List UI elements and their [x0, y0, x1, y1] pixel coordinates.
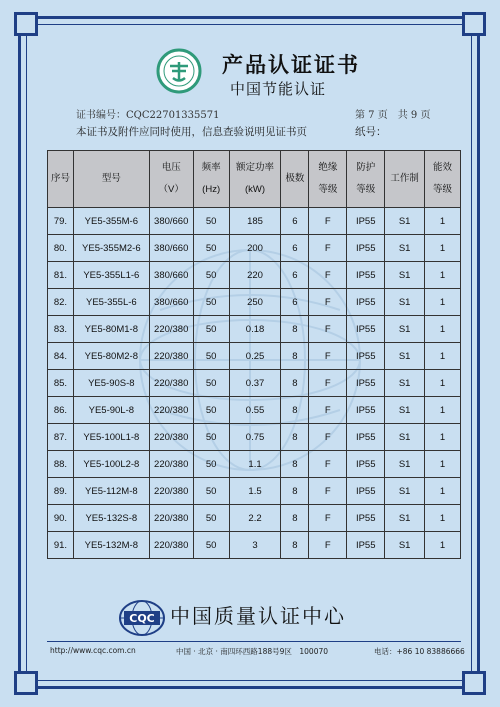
table-cell: IP55	[347, 289, 385, 316]
table-cell: 220/380	[149, 505, 193, 532]
table-cell: 1	[425, 505, 461, 532]
table-cell: F	[309, 505, 347, 532]
column-header	[48, 151, 74, 208]
table-cell: 185	[229, 208, 281, 235]
table-cell: 1	[425, 397, 461, 424]
table-cell: YE5-90S-8	[73, 370, 149, 397]
table-cell: 50	[193, 289, 229, 316]
table-cell: 80.	[48, 235, 74, 262]
column-header-text: (kW)	[245, 184, 266, 195]
table-cell: 0.18	[229, 316, 281, 343]
table-cell: 8	[281, 532, 309, 559]
table-cell: 85.	[48, 370, 74, 397]
table-cell: 6	[281, 262, 309, 289]
column-header-text: 序号	[50, 173, 70, 184]
certificate-number: 证书编号：CQC22701335571	[76, 110, 220, 121]
table-cell: 50	[193, 478, 229, 505]
column-header-text: 极数	[285, 173, 305, 184]
table-cell: S1	[385, 397, 425, 424]
table-cell: IP55	[347, 208, 385, 235]
table-cell: IP55	[347, 316, 385, 343]
table-cell: 1	[425, 289, 461, 316]
table-cell: 50	[193, 316, 229, 343]
table-cell: 91.	[48, 532, 74, 559]
table-cell: 88.	[48, 451, 74, 478]
table-cell: IP55	[347, 235, 385, 262]
table-cell: 0.37	[229, 370, 281, 397]
table-cell: YE5-80M1-8	[73, 316, 149, 343]
table-row	[48, 370, 461, 397]
table-cell: 86.	[48, 397, 74, 424]
frame-corner	[462, 671, 486, 695]
table-cell: YE5-90L-8	[73, 397, 149, 424]
column-header-text: 工作制	[390, 173, 419, 184]
table-cell: 1	[425, 208, 461, 235]
frame-corner	[462, 12, 486, 36]
table-cell: 84.	[48, 343, 74, 370]
table-body	[48, 208, 461, 559]
column-header	[281, 151, 309, 208]
document-title: 产品认证证书	[222, 53, 360, 77]
table-cell: F	[309, 532, 347, 559]
table-cell: 1	[425, 532, 461, 559]
table-cell: 200	[229, 235, 281, 262]
table-cell: 0.75	[229, 424, 281, 451]
product-spec-table	[47, 150, 461, 559]
frame-corner	[14, 12, 38, 36]
column-header-text: （V）	[158, 184, 184, 195]
table-cell: 50	[193, 235, 229, 262]
table-cell: F	[309, 424, 347, 451]
table-cell: 50	[193, 505, 229, 532]
energy-conservation-logo-icon	[156, 48, 202, 94]
table-cell: S1	[385, 532, 425, 559]
table-cell: 1.1	[229, 451, 281, 478]
table-cell: 6	[281, 208, 309, 235]
table-cell: F	[309, 370, 347, 397]
table-cell: 50	[193, 532, 229, 559]
table-cell: F	[309, 478, 347, 505]
table-cell: IP55	[347, 532, 385, 559]
table-row	[48, 343, 461, 370]
table-cell: IP55	[347, 451, 385, 478]
column-header	[309, 151, 347, 208]
table-cell: YE5-355L-6	[73, 289, 149, 316]
table-cell: YE5-355M-6	[73, 208, 149, 235]
table-cell: YE5-100L1-8	[73, 424, 149, 451]
table-cell: 8	[281, 397, 309, 424]
table-cell: YE5-132M-8	[73, 532, 149, 559]
issuing-organization: 中国质量认证中心	[170, 604, 346, 628]
table-cell: 380/660	[149, 235, 193, 262]
table-cell: S1	[385, 289, 425, 316]
column-header-text: 等级	[433, 184, 453, 195]
table-cell: 1	[425, 343, 461, 370]
table-cell: F	[309, 316, 347, 343]
table-header-row	[48, 151, 461, 208]
table-cell: 1	[425, 370, 461, 397]
paper-number: 纸号：	[355, 126, 387, 138]
frame-corner	[14, 671, 38, 695]
document-subtitle: 中国节能认证	[230, 80, 327, 98]
table-row	[48, 289, 461, 316]
table-cell: F	[309, 289, 347, 316]
usage-note: 本证书及附件应同时使用，信息查验说明见证书页	[76, 126, 307, 138]
table-cell: 8	[281, 424, 309, 451]
table-row	[48, 397, 461, 424]
table-cell: 83.	[48, 316, 74, 343]
table-cell: IP55	[347, 370, 385, 397]
table-cell: 50	[193, 370, 229, 397]
table-cell: S1	[385, 208, 425, 235]
table-cell: 220/380	[149, 424, 193, 451]
table-cell: F	[309, 208, 347, 235]
table-row	[48, 235, 461, 262]
table-cell: IP55	[347, 505, 385, 532]
table-cell: 1	[425, 451, 461, 478]
table-cell: 8	[281, 505, 309, 532]
table-cell: S1	[385, 451, 425, 478]
table-cell: 250	[229, 289, 281, 316]
column-header	[73, 151, 149, 208]
column-header	[229, 151, 281, 208]
column-header-text: 额定功率	[236, 162, 275, 173]
table-cell: S1	[385, 343, 425, 370]
table-cell: 220/380	[149, 532, 193, 559]
footer-address: 中国 · 北京 · 南四环西路188号9区 100070	[176, 647, 329, 656]
table-cell: 380/660	[149, 289, 193, 316]
table-cell: F	[309, 343, 347, 370]
table-cell: 8	[281, 316, 309, 343]
table-cell: 220/380	[149, 316, 193, 343]
table-cell: S1	[385, 424, 425, 451]
table-cell: 81.	[48, 262, 74, 289]
column-header	[425, 151, 461, 208]
table-cell: 2.2	[229, 505, 281, 532]
table-row	[48, 208, 461, 235]
page-number: 第 7 页 共 9 页	[355, 110, 431, 121]
table-cell: 3	[229, 532, 281, 559]
column-header-text: 等级	[318, 184, 338, 195]
table-cell: S1	[385, 370, 425, 397]
table-cell: YE5-112M-8	[73, 478, 149, 505]
table-cell: F	[309, 397, 347, 424]
table-cell: 50	[193, 262, 229, 289]
table-cell: S1	[385, 478, 425, 505]
table-cell: IP55	[347, 478, 385, 505]
table-cell: S1	[385, 505, 425, 532]
table-cell: IP55	[347, 397, 385, 424]
table-cell: 220/380	[149, 343, 193, 370]
table-cell: 220/380	[149, 397, 193, 424]
table-cell: 1	[425, 424, 461, 451]
cqc-logo-icon	[118, 598, 166, 638]
table-cell: YE5-355M2-6	[73, 235, 149, 262]
table-cell: IP55	[347, 343, 385, 370]
table-cell: 89.	[48, 478, 74, 505]
column-header-text: 防护	[356, 162, 376, 173]
table-cell: 8	[281, 343, 309, 370]
table-cell: 8	[281, 478, 309, 505]
table-cell: S1	[385, 235, 425, 262]
table-cell: 0.55	[229, 397, 281, 424]
table-cell: 50	[193, 397, 229, 424]
column-header-text: 等级	[356, 184, 376, 195]
column-header-text: (Hz)	[202, 184, 221, 195]
table-row	[48, 451, 461, 478]
table-cell: 50	[193, 451, 229, 478]
column-header-text: 型号	[101, 173, 121, 184]
table-cell: 50	[193, 208, 229, 235]
table-cell: YE5-355L1-6	[73, 262, 149, 289]
table-cell: 0.25	[229, 343, 281, 370]
table-cell: YE5-80M2-8	[73, 343, 149, 370]
table-cell: 1	[425, 316, 461, 343]
table-cell: 8	[281, 451, 309, 478]
column-header	[193, 151, 229, 208]
table-cell: 6	[281, 289, 309, 316]
footer-divider	[47, 641, 461, 642]
table-cell: 50	[193, 343, 229, 370]
table-cell: 1	[425, 235, 461, 262]
table-cell: 82.	[48, 289, 74, 316]
table-cell: YE5-132S-8	[73, 505, 149, 532]
table-cell: 6	[281, 235, 309, 262]
column-header	[149, 151, 193, 208]
table-cell: F	[309, 451, 347, 478]
table-row	[48, 262, 461, 289]
table-cell: 1	[425, 478, 461, 505]
table-cell: 90.	[48, 505, 74, 532]
table-cell: 220/380	[149, 370, 193, 397]
table-cell: F	[309, 235, 347, 262]
table-cell: F	[309, 262, 347, 289]
table-cell: YE5-100L2-8	[73, 451, 149, 478]
table-cell: 1	[425, 262, 461, 289]
table-row	[48, 532, 461, 559]
table-cell: 220	[229, 262, 281, 289]
footer-website: http://www.cqc.com.cn	[50, 646, 136, 655]
column-header-text: 频率	[201, 162, 221, 173]
table-cell: S1	[385, 316, 425, 343]
column-header	[385, 151, 425, 208]
table-cell: 220/380	[149, 478, 193, 505]
table-row	[48, 478, 461, 505]
table-cell: 380/660	[149, 262, 193, 289]
column-header-text: 电压	[161, 162, 181, 173]
table-cell: 1.5	[229, 478, 281, 505]
column-header-text: 能效	[433, 162, 453, 173]
table-row	[48, 505, 461, 532]
column-header	[347, 151, 385, 208]
table-cell: 79.	[48, 208, 74, 235]
table-cell: 380/660	[149, 208, 193, 235]
table-row	[48, 424, 461, 451]
table-cell: 8	[281, 370, 309, 397]
column-header-text: 绝缘	[318, 162, 338, 173]
svg-text:CQC: CQC	[129, 612, 155, 625]
footer-phone: 电话：+86 10 83886666	[374, 647, 465, 656]
table-cell: 87.	[48, 424, 74, 451]
table-cell: S1	[385, 262, 425, 289]
table-cell: IP55	[347, 262, 385, 289]
table-cell: 50	[193, 424, 229, 451]
table-cell: 220/380	[149, 451, 193, 478]
table-cell: IP55	[347, 424, 385, 451]
table-row	[48, 316, 461, 343]
